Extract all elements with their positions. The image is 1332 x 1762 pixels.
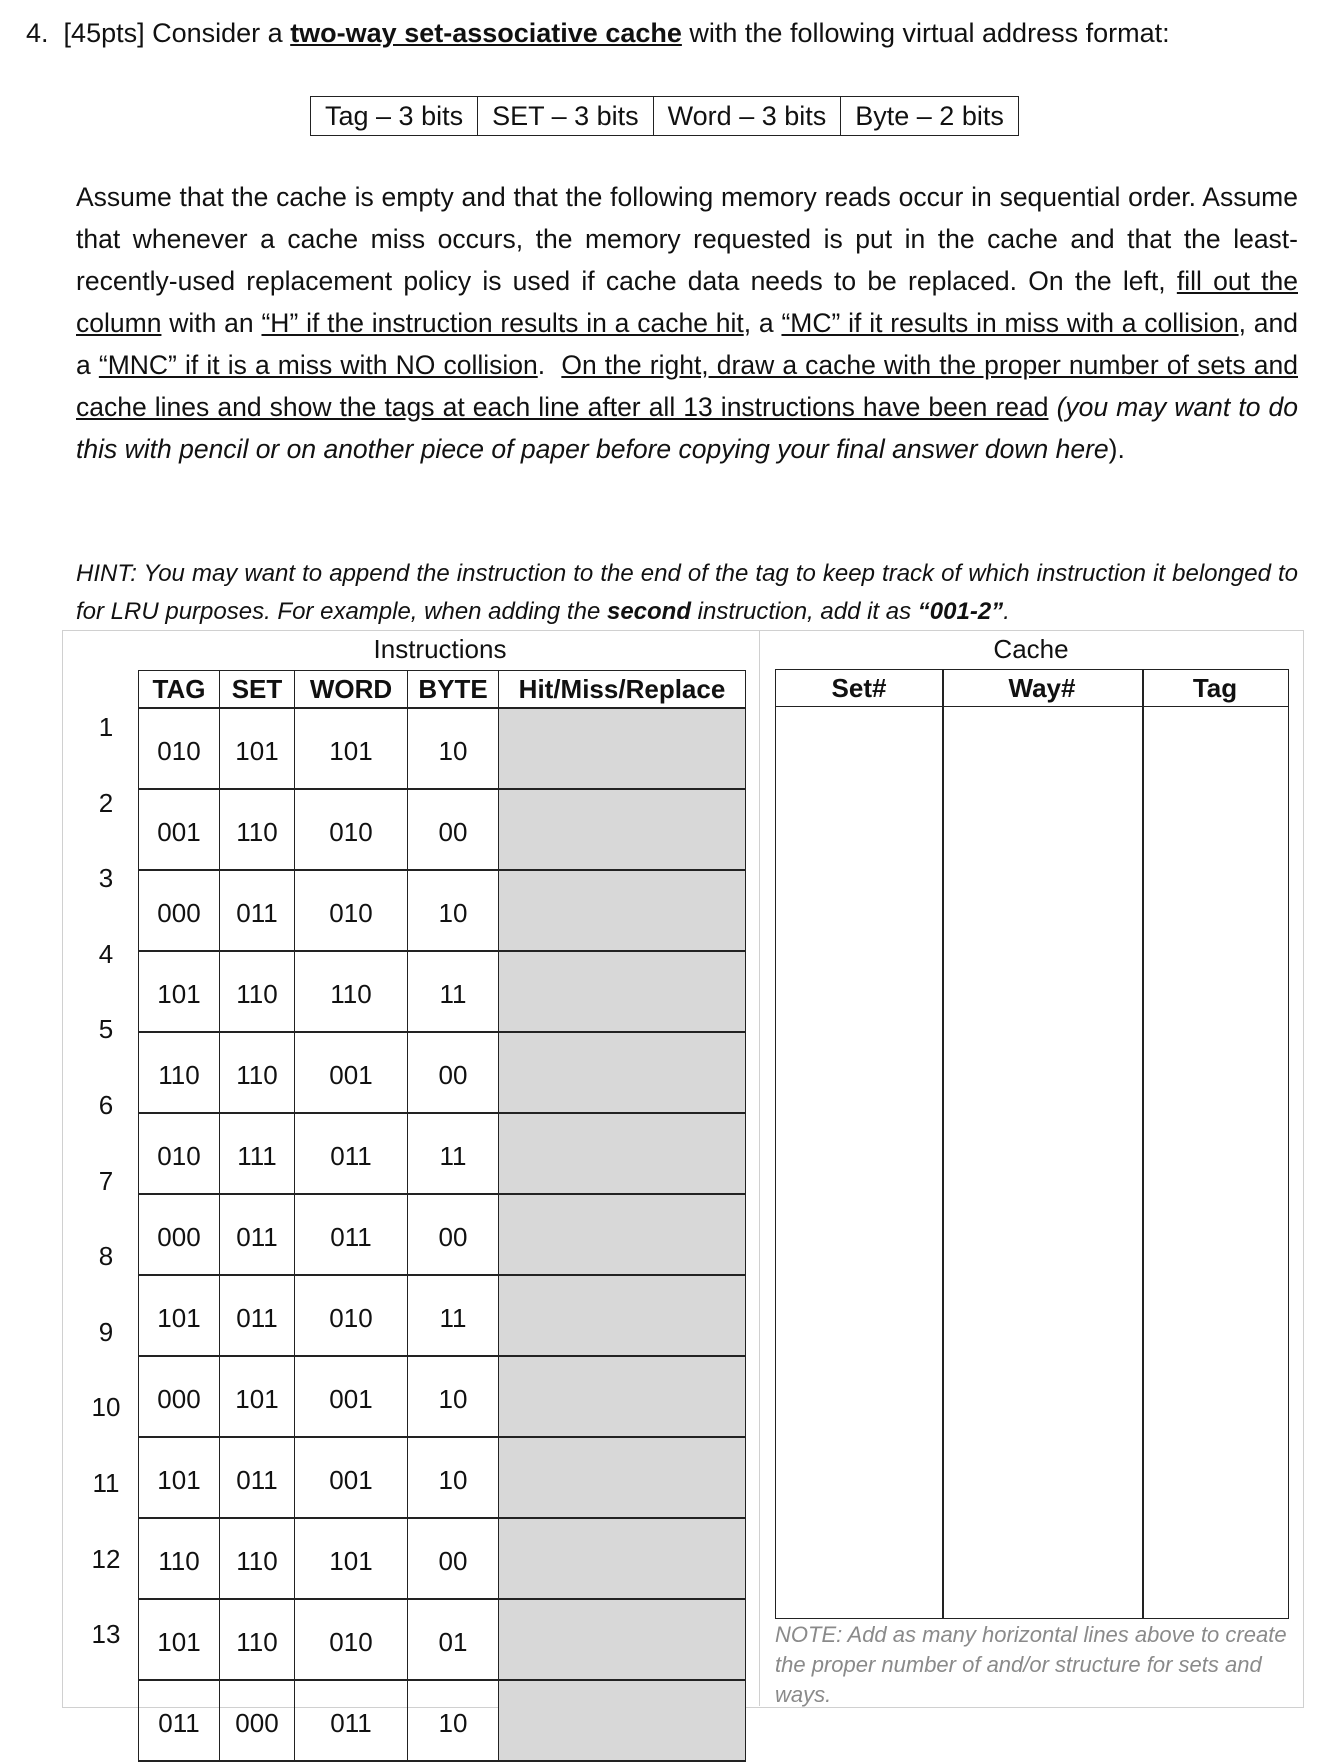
table-row — [139, 1032, 746, 1113]
cell-set: 110 — [220, 1599, 295, 1680]
hit-miss-answer-cell[interactable] — [499, 789, 746, 870]
row-number: 9 — [98, 1316, 114, 1347]
para-italic: (you may want to do this with pencil or on another piece of paper before copying your final answer down here — [76, 392, 1298, 464]
hint-part: . — [1003, 598, 1010, 625]
row-number: 7 — [98, 1165, 114, 1196]
table-row — [139, 870, 746, 951]
cell-word: 010 — [295, 1599, 408, 1680]
cell-word: 011 — [295, 1113, 408, 1194]
format-tag: Tag – 3 bits — [325, 101, 464, 131]
cell-word: 010 — [295, 789, 408, 870]
cell-tag: 101 — [139, 951, 220, 1032]
question-points: [45pts] Consider a — [63, 18, 283, 48]
hit-miss-answer-cell[interactable] — [499, 1680, 746, 1761]
para-text: , and a — [76, 308, 1298, 380]
cell-tag: 011 — [139, 1680, 220, 1761]
question-header — [26, 18, 1170, 49]
row-number: 4 — [98, 938, 114, 969]
cell-set: 110 — [220, 951, 295, 1032]
table-row — [139, 708, 746, 789]
cell-set: 011 — [220, 1275, 295, 1356]
table-row — [139, 1599, 746, 1680]
hint-part: instruction, add it as — [697, 598, 912, 625]
cache-header-tag: Tag — [1192, 673, 1238, 703]
row-number: 8 — [98, 1241, 114, 1272]
cell-word: 011 — [295, 1680, 408, 1761]
cell-byte: 11 — [408, 951, 499, 1032]
instructions-title: Instructions — [373, 634, 507, 664]
row-number: 3 — [98, 863, 114, 894]
cell-tag: 110 — [139, 1032, 220, 1113]
cell-tag: 000 — [139, 870, 220, 951]
row-number: 13 — [91, 1619, 121, 1650]
row-number: 1 — [98, 712, 114, 742]
para-underline: “MNC” if it is a miss with NO collision — [98, 350, 538, 380]
cell-tag: 000 — [139, 1194, 220, 1275]
cell-set: 110 — [220, 1032, 295, 1113]
cell-word: 101 — [295, 1518, 408, 1599]
cell-tag: 101 — [139, 1275, 220, 1356]
format-byte: Byte – 2 bits — [840, 97, 1018, 135]
para-underline: fill out the column — [76, 266, 1298, 338]
format-set: SET – 3 bits — [477, 97, 653, 135]
cell-tag: 010 — [139, 708, 220, 789]
cell-word: 110 — [295, 951, 408, 1032]
cell-word: 101 — [295, 708, 408, 789]
hit-miss-answer-cell[interactable] — [499, 1032, 746, 1113]
hit-miss-answer-cell[interactable] — [499, 1194, 746, 1275]
cell-word: 010 — [295, 870, 408, 951]
cell-byte: 10 — [408, 1680, 499, 1761]
row-number: 5 — [98, 1014, 114, 1045]
hit-miss-answer-cell[interactable] — [499, 870, 746, 951]
table-row — [139, 1194, 746, 1275]
para-text: . — [537, 350, 546, 380]
instructions-paragraph — [76, 176, 1298, 470]
header-set: SET — [220, 671, 295, 709]
hit-miss-answer-cell[interactable] — [499, 1275, 746, 1356]
para-text: with an — [169, 308, 254, 338]
hit-miss-answer-cell[interactable] — [499, 1437, 746, 1518]
para-text: ). — [1108, 434, 1125, 464]
cell-set: 110 — [220, 789, 295, 870]
header-byte: BYTE — [408, 671, 499, 709]
cell-byte: 01 — [408, 1599, 499, 1680]
table-row — [139, 1356, 746, 1437]
row-number: 10 — [91, 1392, 121, 1423]
row-number: 6 — [98, 1090, 114, 1120]
cell-set: 101 — [220, 1356, 295, 1437]
question-emphasis: two-way set-associative cache — [290, 18, 682, 48]
cell-tag: 010 — [139, 1113, 220, 1194]
cell-set: 101 — [220, 708, 295, 789]
cache-column-divider — [1142, 670, 1144, 1618]
cell-word: 011 — [295, 1194, 408, 1275]
cell-tag: 000 — [139, 1356, 220, 1437]
cell-byte: 10 — [408, 1437, 499, 1518]
cell-byte: 00 — [408, 1194, 499, 1275]
hit-miss-answer-cell[interactable] — [499, 951, 746, 1032]
format-word: Word – 3 bits — [653, 97, 841, 135]
cell-byte: 00 — [408, 1032, 499, 1113]
cell-byte: 11 — [408, 1113, 499, 1194]
table-row — [139, 1680, 746, 1761]
cache-column-divider — [942, 670, 944, 1618]
hit-miss-answer-cell[interactable] — [499, 1356, 746, 1437]
table-row — [139, 1275, 746, 1356]
hint-bold: second — [606, 598, 691, 625]
cell-tag: 101 — [139, 1437, 220, 1518]
cell-tag: 110 — [139, 1518, 220, 1599]
cache-header-way: Way# — [1008, 673, 1076, 703]
address-format-box — [310, 96, 1019, 136]
cell-set: 011 — [220, 1437, 295, 1518]
cache-header-row — [776, 670, 1288, 707]
table-row — [139, 1113, 746, 1194]
note-text: NOTE: Add as many horizontal lines above to create the proper number of and/or structure for sets and ways. — [775, 1622, 1287, 1707]
cache-header-set: Set# — [831, 673, 887, 703]
cell-byte: 10 — [408, 870, 499, 951]
table-row — [139, 1518, 746, 1599]
cache-table — [775, 669, 1289, 1619]
table-row — [139, 789, 746, 870]
cell-set: 000 — [220, 1680, 295, 1761]
cell-set: 111 — [220, 1113, 295, 1194]
row-number: 12 — [91, 1543, 121, 1574]
question-rest: with the following virtual address format: — [689, 18, 1170, 48]
cell-tag: 101 — [139, 1599, 220, 1680]
instructions-table — [138, 670, 746, 1762]
hint-text — [76, 555, 1298, 631]
row-number: 2 — [98, 787, 114, 818]
cell-byte: 00 — [408, 789, 499, 870]
cell-byte: 10 — [408, 708, 499, 789]
question-number: 4. — [26, 18, 49, 48]
hint-part: HINT: You may want to append the instruction to the end of the tag to keep track of which instruction it belonged to for LRU purposes. For example, when adding the — [76, 560, 1298, 625]
header-hit-miss: Hit/Miss/Replace — [499, 671, 746, 709]
hit-miss-answer-cell[interactable] — [499, 1113, 746, 1194]
cell-set: 110 — [220, 1518, 295, 1599]
cell-set: 011 — [220, 870, 295, 951]
cell-word: 001 — [295, 1032, 408, 1113]
hint-example: “001-2” — [917, 598, 1004, 625]
para-underline: “MC” if it results in miss with a collision — [781, 308, 1239, 338]
cache-title: Cache — [993, 634, 1069, 664]
table-row — [139, 951, 746, 1032]
row-number: 11 — [92, 1468, 120, 1498]
header-word: WORD — [295, 671, 408, 709]
para-text: Assume that the cache is empty and that the following memory reads occur in sequential order. Assume that whenever a cache miss occurs, the memory requested is put in the cache and that the least-recently-used replacement policy is used if cache data needs to be replaced. On the left, — [76, 182, 1298, 296]
cell-byte: 10 — [408, 1356, 499, 1437]
para-underline: “H” if the instruction results in a cache hit — [261, 308, 744, 338]
cell-byte: 00 — [408, 1518, 499, 1599]
hit-miss-answer-cell[interactable] — [499, 1518, 746, 1599]
cell-tag: 001 — [139, 789, 220, 870]
hit-miss-answer-cell[interactable] — [499, 708, 746, 789]
hit-miss-answer-cell[interactable] — [499, 1599, 746, 1680]
cell-word: 001 — [295, 1437, 408, 1518]
cell-word: 001 — [295, 1356, 408, 1437]
table-row — [139, 1437, 746, 1518]
cell-set: 011 — [220, 1194, 295, 1275]
para-underline: On the right, draw a cache with the proper number of sets and cache lines and show the tags at each line after all 13 instructions have been read — [76, 350, 1298, 422]
frame-divider — [759, 630, 760, 1706]
cell-word: 010 — [295, 1275, 408, 1356]
para-text: , a — [743, 308, 774, 338]
cell-byte: 11 — [408, 1275, 499, 1356]
header-tag: TAG — [139, 671, 220, 709]
